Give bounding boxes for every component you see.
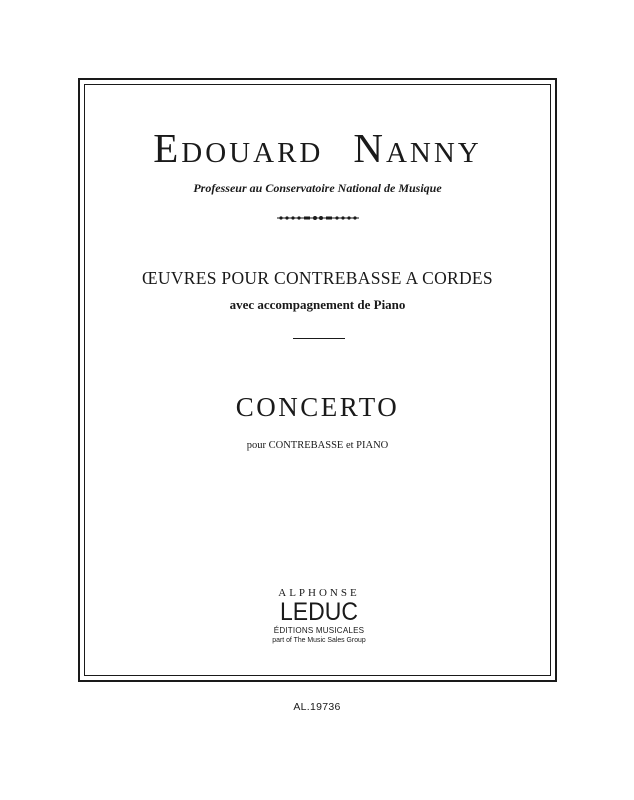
publisher-line-3: ÉDITIONS MUSICALES bbox=[273, 625, 365, 635]
ornamental-divider-icon bbox=[277, 215, 359, 221]
publisher-logo bbox=[252, 588, 386, 643]
publisher-line-1: ALPHONSE bbox=[278, 587, 360, 599]
composer-name bbox=[84, 125, 551, 171]
divider-rule bbox=[293, 338, 345, 339]
instrumentation-line: pour CONTREBASSE et PIANO bbox=[246, 440, 389, 451]
composer-subtitle: Professeur au Conservatoire National de Musique bbox=[193, 181, 442, 195]
publisher-line-4: part of The Music Sales Group bbox=[272, 634, 366, 644]
works-title: ŒUVRES POUR CONTREBASSE A CORDES bbox=[142, 268, 493, 288]
composer-first-name: Edouard bbox=[153, 125, 324, 171]
publisher-line-2: LEDUC bbox=[280, 598, 358, 626]
accompaniment-line: avec accompagnement de Piano bbox=[229, 297, 406, 312]
catalog-number: AL.19736 bbox=[293, 701, 341, 713]
piece-title: CONCERTO bbox=[235, 392, 400, 422]
composer-last-name: Nanny bbox=[353, 125, 482, 171]
